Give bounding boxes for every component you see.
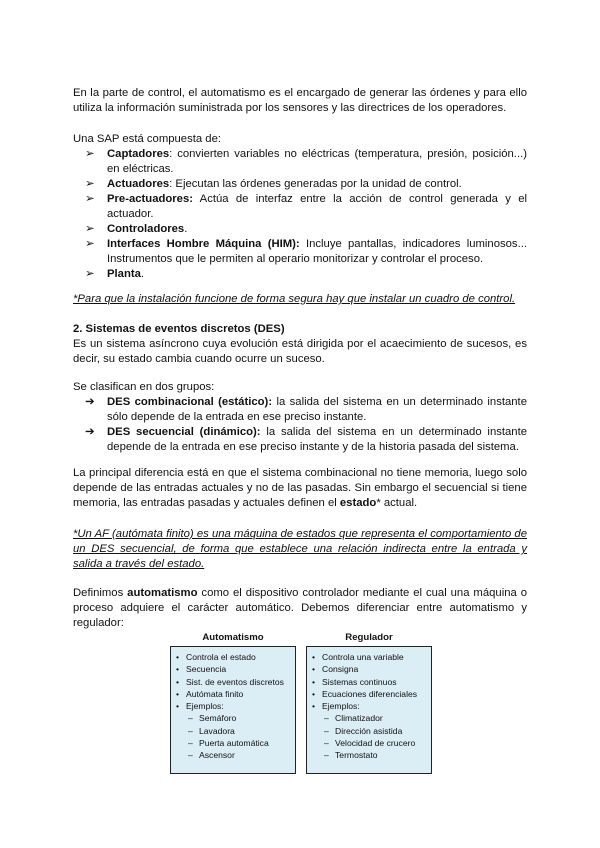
table-row: • Sist. de eventos discretos xyxy=(176,676,284,687)
table-row: – Ascensor xyxy=(188,750,235,761)
list-item: ➢ Interfaces Hombre Máquina (HIM): Incluye pantallas, indicadores luminosos... Instrumentos que le permiten al operario monitorizar y controlar el proceso. xyxy=(85,238,527,265)
table-row: – Lavadora xyxy=(188,725,235,736)
groups-list xyxy=(73,395,527,455)
bullet-icon: • xyxy=(312,676,316,687)
table-row: – Dirección asistida xyxy=(324,725,403,736)
table-row: • Consigna xyxy=(312,664,359,675)
arrowhead-icon: ➢ xyxy=(85,148,95,160)
list-item: ➔ DES combinacional (estático): la salida del sistema en un determinado instante sólo depende de la entrada en ese preciso instante. xyxy=(85,396,527,423)
regulador-title: Regulador xyxy=(345,632,393,643)
dash-icon: – xyxy=(324,713,329,724)
sap-intro: Una SAP está compuesta de: xyxy=(73,133,221,145)
difference-paragraph: La principal diferencia está en que el sistema combinacional no tiene memoria, luego solo depende de las entradas actuales y no de las pasadas. Sin embargo el secuencial si tiene memoria, las entradas pasadas y actuales definen el estado* actual. xyxy=(73,467,527,509)
arrowhead-icon: ➢ xyxy=(85,268,95,280)
definition-paragraph: Definimos automatismo como el dispositivo controlador mediante el cual una máquina o proceso adquiere el carácter automático. Debemos diferenciar entre automatismo y regulador: xyxy=(73,587,527,629)
bullet-icon: • xyxy=(312,701,316,712)
table-row: • Secuencia xyxy=(176,664,227,675)
table-row: – Semáforo xyxy=(188,713,237,724)
safety-note: *Para que la instalación funcione de forma segura hay que instalar un cuadro de control. xyxy=(73,293,516,305)
list-item: ➢ Controladores. xyxy=(85,223,188,235)
sap-list xyxy=(73,147,527,282)
sap-section xyxy=(73,132,527,282)
bullet-icon: • xyxy=(176,701,180,712)
automatismo-box xyxy=(170,646,296,774)
regulador-box xyxy=(306,646,432,774)
table-row: • Sistemas continuos xyxy=(312,676,397,687)
table-row: – Termostato xyxy=(324,750,378,761)
arrowhead-icon: ➢ xyxy=(85,178,95,190)
arrow-right-icon: ➔ xyxy=(85,426,95,438)
arrowhead-icon: ➢ xyxy=(85,238,95,250)
table-row: • Autómata finito xyxy=(176,688,244,699)
list-item: ➢ Planta. xyxy=(85,268,145,280)
table-row: • Ejemplos: xyxy=(312,701,360,712)
section-heading: 2. Sistemas de eventos discretos (DES) xyxy=(73,323,285,335)
table-row: • Controla el estado xyxy=(176,652,256,662)
dash-icon: – xyxy=(324,738,329,749)
af-note: *Un AF (autómata finito) es una máquina de estados que representa el comportamiento de un DES secuencial, de forma que establece una relación indirecta entre la entrada y salida a través del estado. xyxy=(73,528,527,570)
dash-icon: – xyxy=(188,750,193,761)
list-item: ➢ Captadores: convierten variables no eléctricas (temperatura, presión, posición...) en eléctricas. xyxy=(85,148,527,175)
list-item: ➢ Pre-actuadores: Actúa de interfaz entre la acción de control generada y el actuador. xyxy=(85,193,527,220)
table-row: – Puerta automática xyxy=(188,738,269,749)
table-row: – Velocidad de crucero xyxy=(324,738,416,749)
list-item: ➔ DES secuencial (dinámico): la salida del sistema en un determinado instante depende de la entrada en ese preciso instante y de la historia pasada del sistema. xyxy=(85,426,527,453)
list-item: ➢ Actuadores: Ejecutan las órdenes generadas por la unidad de control. xyxy=(85,178,462,190)
dash-icon: – xyxy=(324,725,329,736)
dash-icon: – xyxy=(188,738,193,749)
intro-paragraph: En la parte de control, el automatismo es el encargado de generar las órdenes y para ello utiliza la información suministrada por los sensores y las directrices de los operadores. xyxy=(73,87,527,114)
section-paragraph: Es un sistema asíncrono cuya evolución está dirigida por el acaecimiento de sucesos, es decir, su estado cambia cuando ocurre un suceso. xyxy=(73,338,527,365)
arrowhead-icon: ➢ xyxy=(85,223,95,235)
bullet-icon: • xyxy=(176,676,180,687)
table-row: • Ejemplos: xyxy=(176,701,224,712)
groups-intro: Se clasifican en dos grupos: xyxy=(73,381,215,393)
arrowhead-icon: ➢ xyxy=(85,193,95,205)
bullet-icon: • xyxy=(312,688,316,699)
dash-icon: – xyxy=(324,750,329,761)
dash-icon: – xyxy=(188,713,193,724)
automatismo-table xyxy=(170,631,296,774)
table-row: • Controla una variable xyxy=(312,652,404,662)
dash-icon: – xyxy=(188,725,193,736)
comparison-tables xyxy=(170,631,432,776)
bullet-icon: • xyxy=(176,652,180,662)
bullet-icon: • xyxy=(176,688,180,699)
arrow-right-icon: ➔ xyxy=(85,396,95,408)
bullet-icon: • xyxy=(176,664,180,675)
table-row: – Climatizador xyxy=(324,713,383,724)
groups-section xyxy=(73,380,527,455)
automatismo-title: Automatismo xyxy=(202,632,264,643)
regulador-table xyxy=(306,631,432,774)
table-row: • Ecuaciones diferenciales xyxy=(312,688,418,699)
bullet-icon: • xyxy=(312,664,316,675)
bullet-icon: • xyxy=(312,652,316,662)
